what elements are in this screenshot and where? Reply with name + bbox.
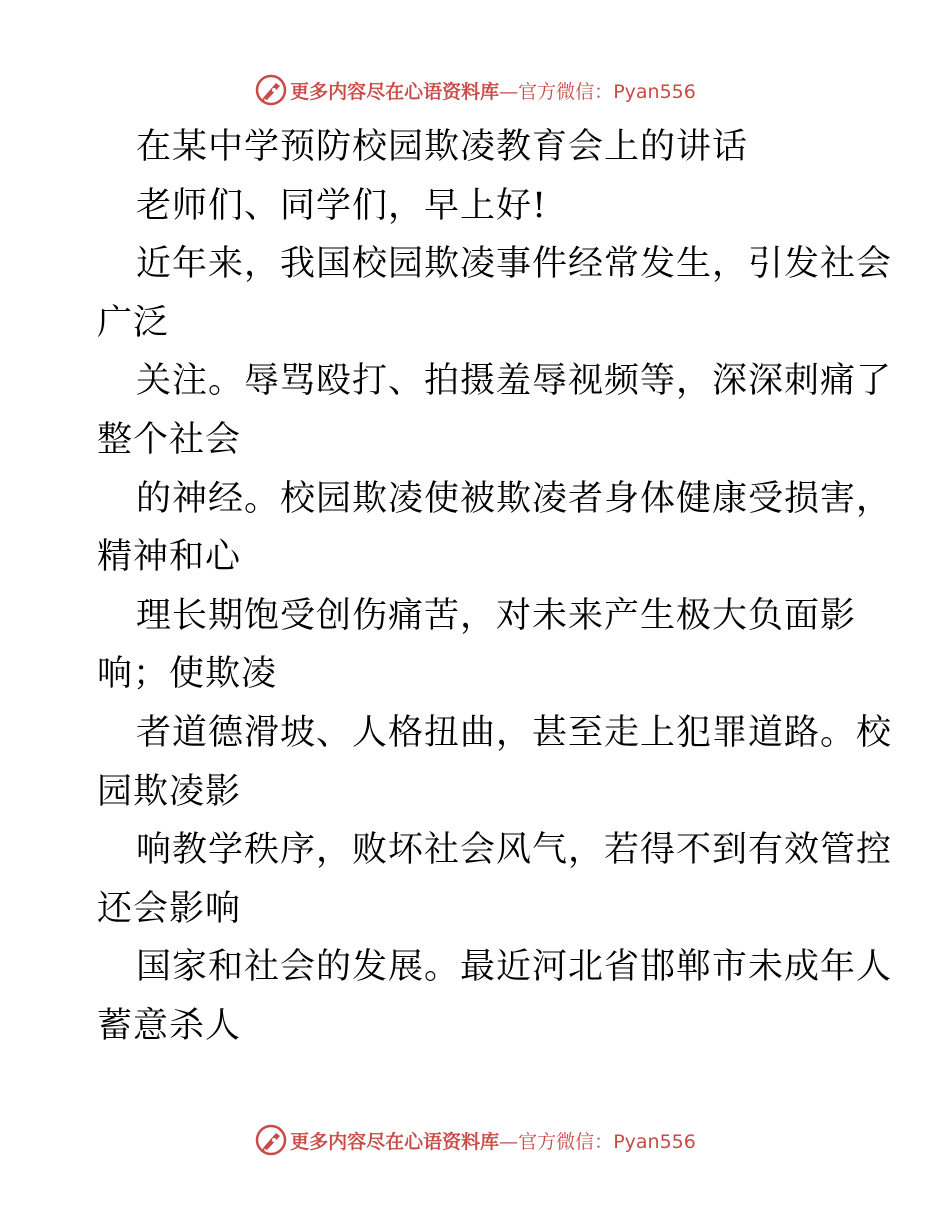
text-line: 响；使欺凌 (97, 654, 278, 695)
header-text-wechat-id: Pyan556 (613, 80, 696, 103)
text-line: 响教学秩序，败坏社会风气，若得不到有效管控 (136, 830, 893, 871)
text-line: 者道德滑坡、人格扭曲，甚至走上犯罪道路。校 (136, 712, 893, 753)
footer-text-wechat-label: —官方微信： (499, 1130, 614, 1153)
text-line: 关注。辱骂殴打、拍摄羞辱视频等，深深刺痛了 (136, 361, 893, 402)
document-body (97, 118, 893, 1056)
text-line: 的神经。校园欺凌使被欺凌者身体健康受损害， (136, 478, 893, 519)
footer-text-wechat-id: Pyan556 (613, 1130, 696, 1153)
footer-banner (0, 1120, 950, 1160)
text-line: 园欺凌影 (97, 771, 242, 812)
footer-text (290, 1127, 696, 1154)
pen-logo-icon (254, 1123, 288, 1157)
text-line: 近年来，我国校园欺凌事件经常发生，引发社会 (136, 244, 893, 285)
text-line: 国家和社会的发展。最近河北省邯郸市未成年人 (136, 947, 893, 988)
text-line: 还会影响 (97, 888, 242, 929)
text-line: 老师们、同学们，早上好! (136, 185, 548, 226)
text-line: 广泛 (97, 302, 170, 343)
header-text-wechat-label: —官方微信： (499, 80, 614, 103)
text-line: 整个社会 (97, 419, 242, 460)
header-banner (0, 70, 950, 110)
pen-logo-icon (254, 73, 288, 107)
header-text-brand: 更多内容尽在心语资料库 (290, 80, 500, 103)
text-line: 理长期饱受创伤痛苦，对未来产生极大负面影 (136, 595, 857, 636)
text-line: 精神和心 (97, 537, 242, 578)
text-line: 蓄意杀人 (97, 1005, 242, 1046)
footer-text-brand: 更多内容尽在心语资料库 (290, 1130, 500, 1153)
header-text (290, 77, 696, 104)
document-title: 在某中学预防校园欺凌教育会上的讲话 (136, 127, 749, 167)
